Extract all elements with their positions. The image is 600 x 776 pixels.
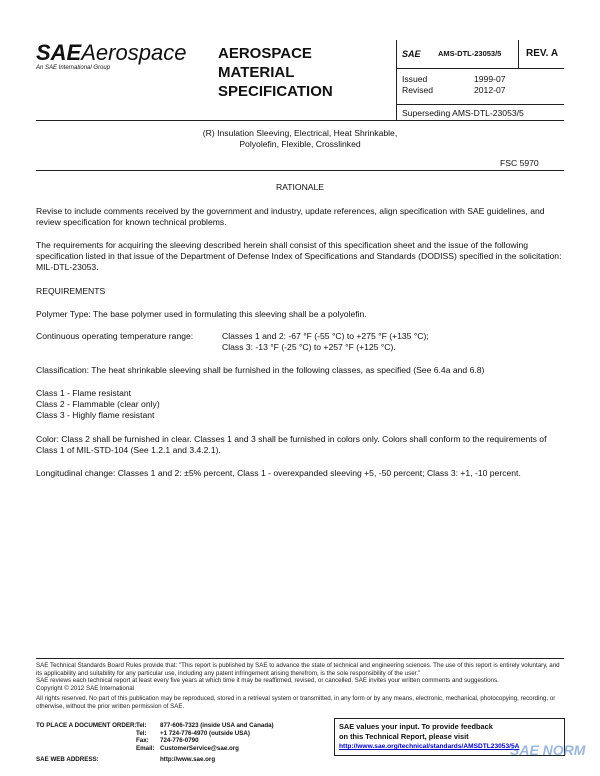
footer-paragraph-2: SAE reviews each technical report at least every five years at which time it may be reaffirmed, revised, or cancelled. SAE invites your written comments and suggestions. <box>36 677 499 685</box>
footer-paragraph-4: All rights reserved. No part of this publication may be reproduced, stored in a retrieval system or transmitted, in any form or by any means, electronic, mechanical, photocopying, recording, or otherwise, without the prior written permission of SAE. <box>36 695 556 710</box>
feedback-link[interactable]: http://www.sae.org/technical/standards/AMSDTL23053/5A <box>339 743 520 750</box>
page-title <box>218 44 333 101</box>
doc-number: AMS-DTL-23053/5 <box>438 49 502 58</box>
header-divider <box>396 40 397 120</box>
temperature-label: Continuous operating temperature range: <box>36 331 194 341</box>
tel-value: 877-606-7323 (inside USA and Canada) <box>160 722 274 729</box>
footer-paragraph-3: Copyright © 2012 SAE International <box>36 684 135 692</box>
temperature-line-1: Classes 1 and 2: -67 °F (-55 °C) to +275 °F (+135 °C); <box>222 331 429 341</box>
longitudinal-text: Longitudinal change: Classes 1 and 2: ±5% percent, Class 1 - overexpanded sleeving +5, -50 percent; Class 3: +1, -10 percent. <box>36 468 521 478</box>
requirements-heading: REQUIREMENTS <box>36 286 106 296</box>
superseding-text: Superseding AMS-DTL-23053/5 <box>402 108 524 118</box>
fsc-code: FSC 5970 <box>500 158 539 168</box>
requirements-intro: The requirements for acquiring the sleeving described herein shall consist of this specification sheet and the issue of the following specification listed in that issue of the Department of Defense Index of Specifications and Standards (DODISS) specified in the solicitation: MIL-DTL-23053. <box>36 240 562 272</box>
revised-value: 2012-07 <box>474 85 506 95</box>
header-rule <box>396 68 564 69</box>
document-title-line-1: (R) Insulation Sleeving, Electrical, Heat Shrinkable, <box>202 128 398 138</box>
revised-label: Revised <box>402 85 434 95</box>
email-link[interactable]: CustomerService@sae.org <box>160 744 239 752</box>
header-bottom-rule <box>36 120 564 121</box>
footer-paragraph-1: SAE Technical Standards Board Rules provide that: "This report is published by SAE to advance the state of technical and engineering sciences. The use of this report is entirely voluntary, and its applicability and suitability for any particular use, including any patent infringement arising therefrom, is the sole responsibility of the user." <box>36 662 560 677</box>
temperature-line-2: Class 3: -13 °F (-25 °C) to +257 °F (+125 °C). <box>222 342 396 352</box>
sae-logo <box>36 40 186 66</box>
sae-mark: SAE <box>402 49 421 59</box>
title-line-1: AEROSPACE <box>218 45 312 62</box>
polymer-type: Polymer Type: The base polymer used in formulating this sleeving shall be a polyolefin. <box>36 309 367 319</box>
color-text: Color: Class 2 shall be furnished in clear. Classes 1 and 3 shall be furnished in colors only. Colors shall conform to the requirements of Class 1 of MIL-STD-104 (See 1.2.1 and 3.4.2.1). <box>36 434 547 455</box>
feedback-line-1: SAE values your input. To provide feedback <box>339 722 493 731</box>
tel-label: Tel: <box>136 722 147 729</box>
web-link[interactable]: http://www.sae.org <box>160 756 216 763</box>
feedback-line-2: on this Technical Report, please visit <box>339 732 469 741</box>
tel2-label: Tel: <box>136 729 147 737</box>
order-label: TO PLACE A DOCUMENT ORDER: <box>36 722 137 729</box>
list-item: Class 1 - Flame resistant <box>36 388 132 398</box>
issued-label: Issued <box>402 74 428 84</box>
issued-value: 1999-07 <box>474 74 506 84</box>
fax-value: 724-776-0790 <box>160 737 199 744</box>
tel2-value: +1 724-776-4970 (outside USA) <box>160 729 250 737</box>
issued-rule <box>396 104 564 105</box>
list-item: Class 2 - Flammable (clear only) <box>36 399 160 409</box>
title-line-3: SPECIFICATION <box>218 83 333 100</box>
fax-label: Fax: <box>136 737 149 744</box>
email-label: Email: <box>136 744 155 752</box>
list-item: Class 3 - Highly flame resistant <box>36 410 155 420</box>
rationale-heading: RATIONALE <box>275 182 325 192</box>
document-title-line-2: Polyolefin, Flexible, Crosslinked <box>239 139 361 149</box>
logo-tagline: An SAE International Group <box>36 65 111 71</box>
document-title <box>36 128 564 150</box>
logo-aerospace-text: Aerospace <box>81 40 187 65</box>
web-label: SAE WEB ADDRESS: <box>36 756 99 763</box>
revision-label: REV. A <box>526 48 559 59</box>
rationale-text: Revise to include comments received by the government and industry, update references, align specification with SAE guidelines, and review specification for known technical problems. <box>36 206 545 227</box>
logo-sae-text: SAE <box>36 40 82 65</box>
title-bottom-rule <box>36 170 564 171</box>
footer-rule <box>36 658 564 659</box>
classification-text: Classification: The heat shrinkable sleeving shall be furnished in the following classes, as specified (See 6.4a and 6.8) <box>36 365 485 375</box>
watermark: SAE NORM <box>510 742 586 758</box>
title-line-2: MATERIAL <box>218 64 295 81</box>
footer-notice <box>36 662 564 711</box>
rev-divider <box>518 40 519 68</box>
class-list <box>36 388 160 421</box>
